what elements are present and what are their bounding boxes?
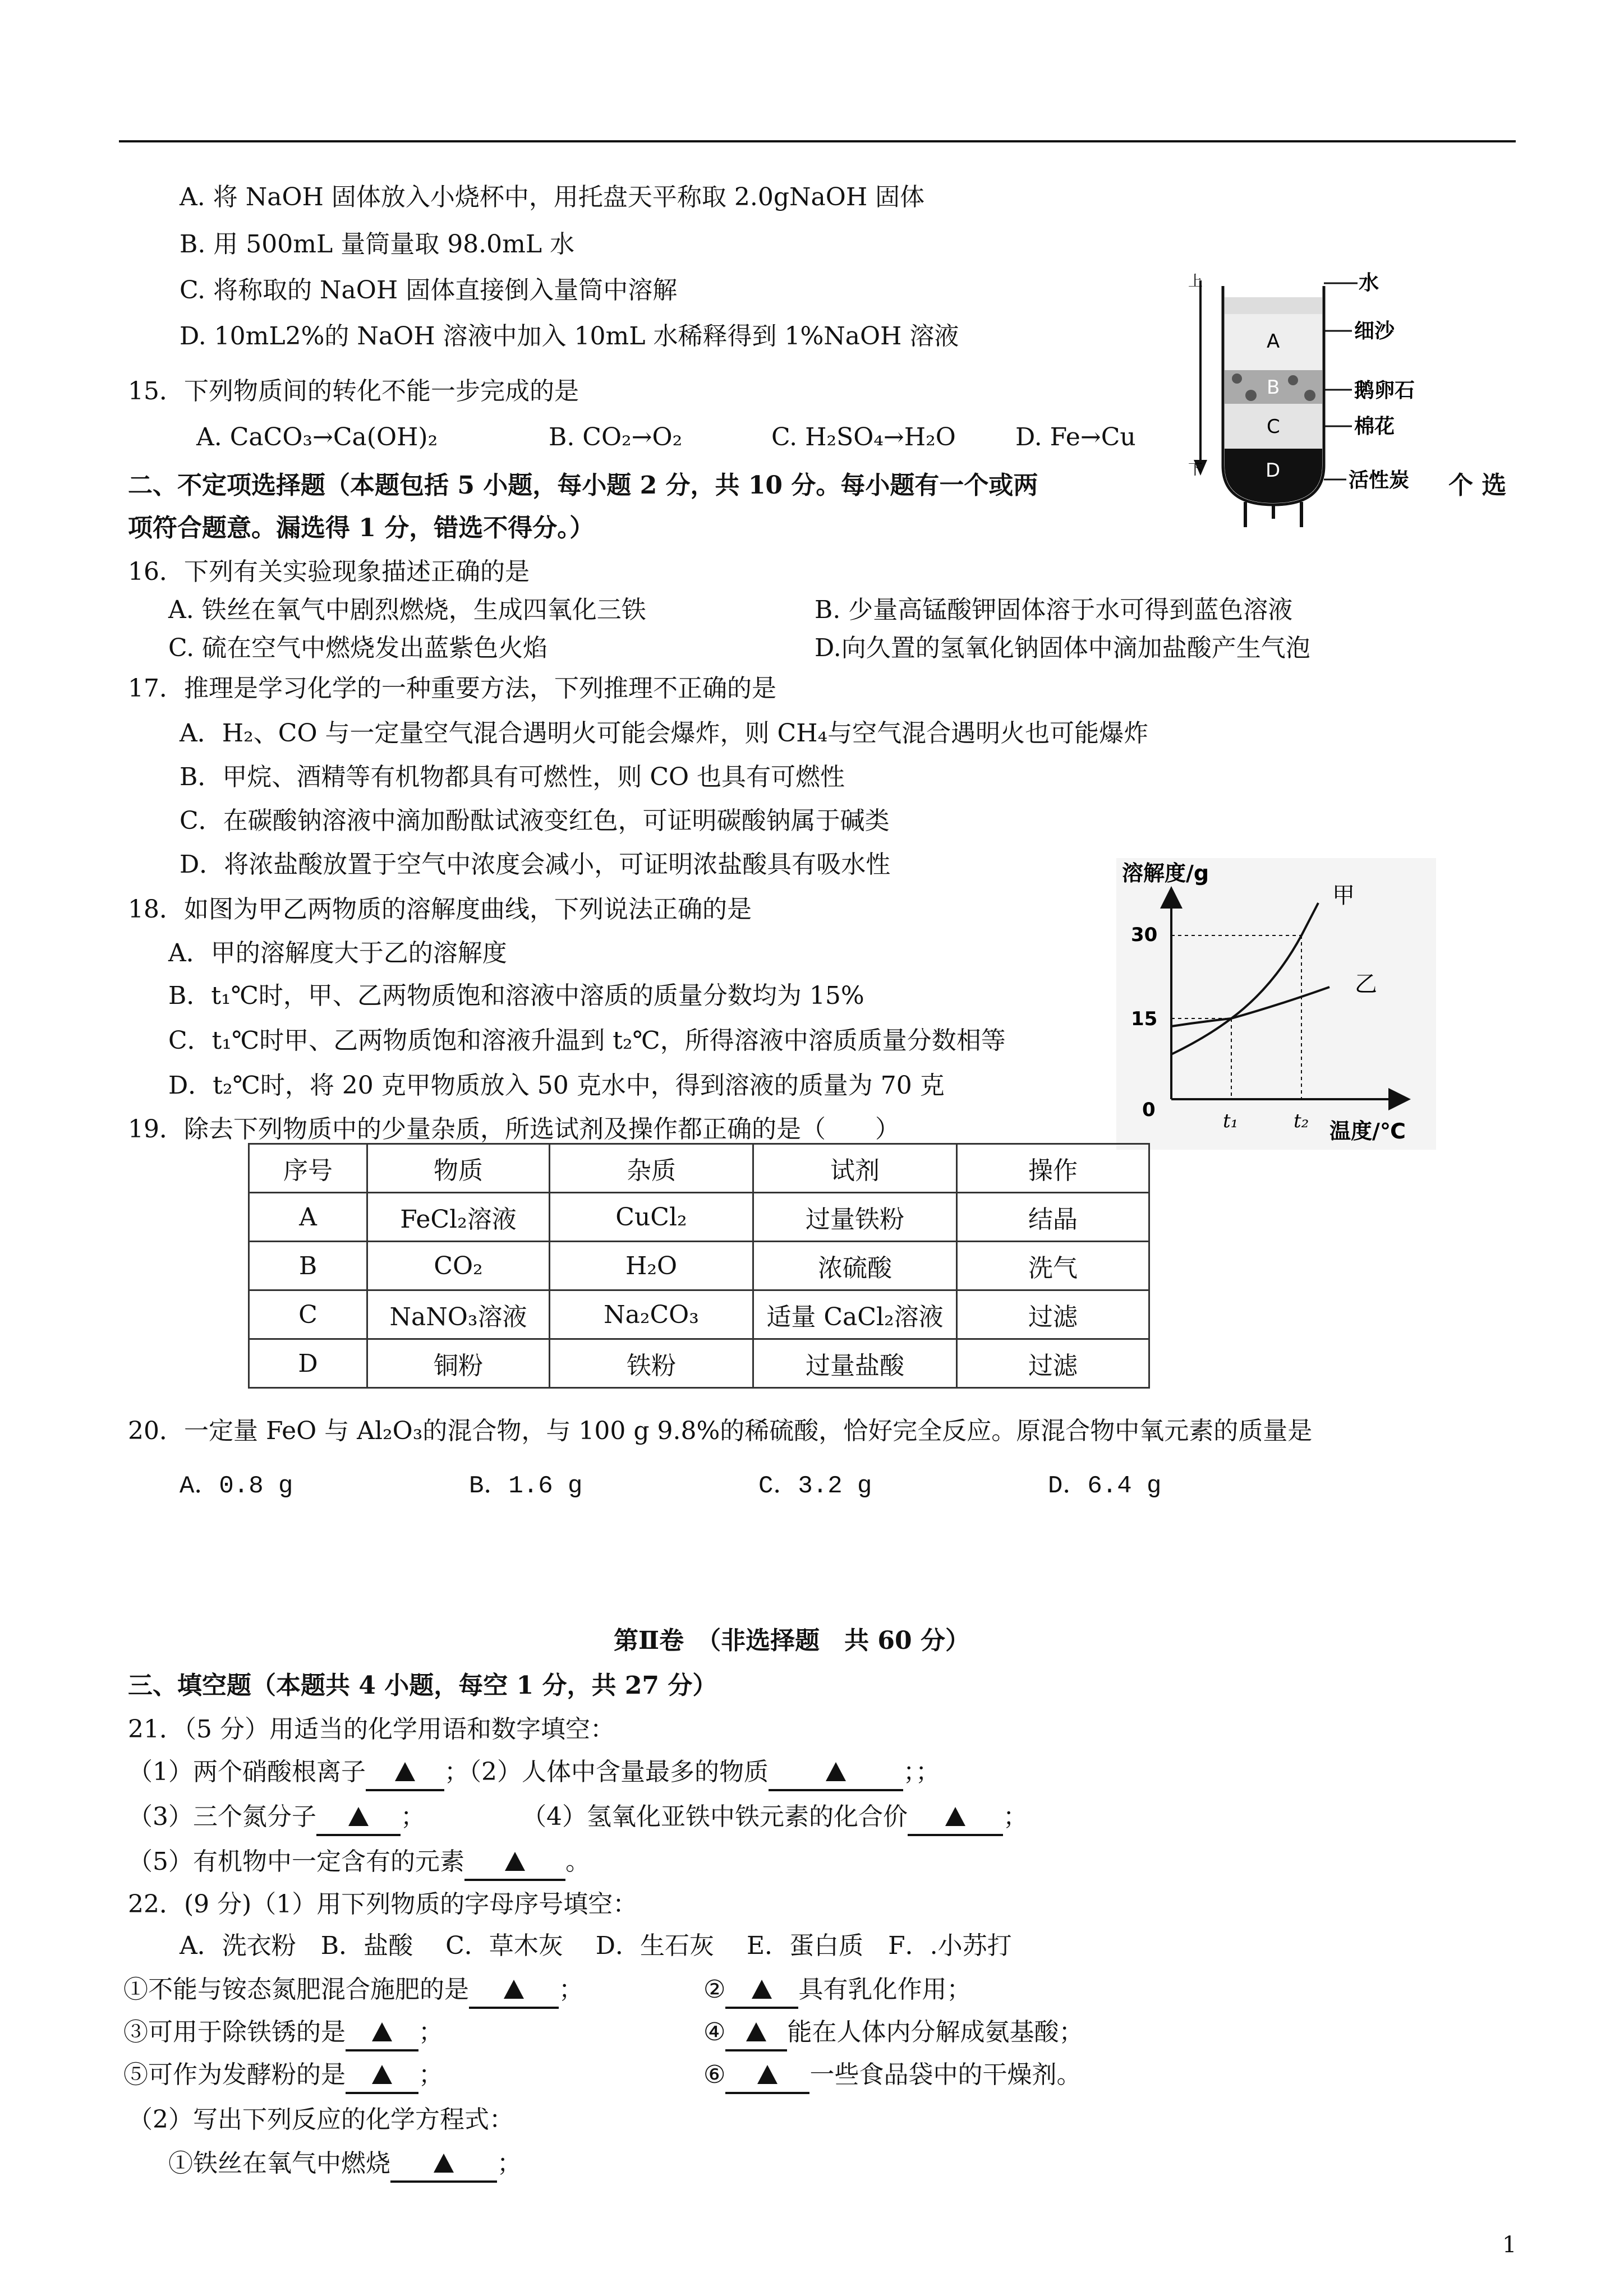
table-header-row xyxy=(249,1144,1149,1193)
q15-option-b: B. CO₂→O₂ xyxy=(549,423,683,451)
triangle-icon xyxy=(504,1980,524,1999)
table-row xyxy=(249,1242,1149,1290)
answer-blank[interactable] xyxy=(769,1755,903,1791)
header-rule xyxy=(119,140,1516,142)
answer-blank[interactable] xyxy=(316,1800,401,1836)
table-row xyxy=(249,1193,1149,1242)
table-cell: 结晶 xyxy=(957,1193,1149,1242)
q22-item5 xyxy=(123,2058,443,2094)
label-pebbles: 鹅卵石 xyxy=(1354,379,1415,402)
table-cell: Na₂CO₃ xyxy=(550,1290,753,1339)
q22-stem: 22．(9 分)（1）用下列物质的字母序号填空： xyxy=(128,1890,638,1919)
q15-stem: 15．下列物质间的转化不能一步完成的是 xyxy=(128,377,579,405)
q22-item6-tail: 一些食品袋中的干燥剂。 xyxy=(809,2060,1082,2089)
q14-option-a: A. 将 NaOH 固体放入小烧杯中，用托盘天平称取 2.0gNaOH 固体 xyxy=(180,183,925,211)
answer-blank[interactable] xyxy=(464,1845,565,1881)
triangle-icon xyxy=(434,2154,454,2173)
answer-blank[interactable] xyxy=(725,2016,787,2051)
triangle-icon xyxy=(826,1762,846,1781)
answer-blank[interactable] xyxy=(366,1755,444,1791)
label-water: 水 xyxy=(1359,271,1379,294)
layer-b-label: B xyxy=(1267,376,1280,399)
table-header-cell: 序号 xyxy=(249,1144,367,1193)
q17-option-b: B．甲烷、酒精等有机物都具有可燃性，则 CO 也具有可燃性 xyxy=(180,763,845,791)
q21-item5-tail: 。 xyxy=(565,1847,590,1876)
triangle-icon xyxy=(505,1852,525,1871)
q22-item3 xyxy=(123,2016,443,2051)
table-cell: 铁粉 xyxy=(550,1339,753,1388)
label-fine-sand: 细沙 xyxy=(1354,320,1395,343)
q21-row2b xyxy=(522,1800,1028,1836)
layer-a-label: A xyxy=(1267,330,1280,353)
layer-c-label: C xyxy=(1267,416,1280,438)
q16-option-a: A. 铁丝在氧气中剧烈燃烧，生成四氧化三铁 xyxy=(168,596,646,624)
table-cell: B xyxy=(249,1242,367,1290)
q20-option-a: A．0.8 g xyxy=(180,1472,293,1500)
water-filter-diagram xyxy=(1184,264,1442,555)
q21-item2-tail: ；； xyxy=(903,1758,940,1786)
label-activated-carbon: 活性炭 xyxy=(1349,469,1410,492)
q22-item5-text: ⑤可作为发酵粉的是 xyxy=(123,2060,346,2089)
table-cell: H₂O xyxy=(550,1242,753,1290)
q22-item4-tail: 能在人体内分解成氨基酸； xyxy=(787,2018,1084,2046)
q22-item2 xyxy=(703,1973,971,2009)
x-tick-t2: t₂ xyxy=(1294,1110,1309,1132)
q18-option-a: A．甲的溶解度大于乙的溶解度 xyxy=(168,939,507,967)
answer-blank[interactable] xyxy=(469,1973,559,2009)
triangle-icon xyxy=(945,1807,965,1826)
triangle-icon xyxy=(746,2022,766,2041)
q20-stem: 20．一定量 FeO 与 Al₂O₃的混合物，与 100 g 9.8%的稀硫酸，恰好完全反应。原混合物中氧元素的质量是 xyxy=(128,1417,1313,1445)
y-tick-30: 30 xyxy=(1131,924,1158,946)
section3-header: 三、填空题（本题共 4 小题，每空 1 分，共 27 分） xyxy=(128,1671,717,1700)
q20-option-c: C．3.2 g xyxy=(758,1472,872,1500)
solubility-chart xyxy=(1116,858,1436,1150)
q22-item2-tail: 具有乳化作用； xyxy=(798,1975,972,2004)
q21-item1-tail: ； xyxy=(444,1758,469,1786)
table-header-cell: 物质 xyxy=(367,1144,550,1193)
part2-title: 第Ⅱ卷 （非选择题 共 60 分） xyxy=(614,1626,970,1655)
y-tick-0: 0 xyxy=(1142,1099,1156,1121)
table-cell: CuCl₂ xyxy=(550,1193,753,1242)
q22-item3-text: ③可用于除铁锈的是 xyxy=(123,2018,346,2046)
table-cell: A xyxy=(249,1193,367,1242)
answer-blank[interactable] xyxy=(725,2058,809,2094)
answer-blank[interactable] xyxy=(725,1973,798,2009)
table-cell: CO₂ xyxy=(367,1242,550,1290)
q14-option-b: B. 用 500mL 量筒量取 98.0mL 水 xyxy=(180,230,575,259)
table-header-cell: 操作 xyxy=(957,1144,1149,1193)
q21-item1: （1）两个硝酸根离子 xyxy=(128,1758,366,1786)
q21-row2 xyxy=(128,1800,425,1836)
table-cell: C xyxy=(249,1290,367,1339)
label-cotton: 棉花 xyxy=(1354,415,1395,438)
series-yi-label: 乙 xyxy=(1355,971,1377,997)
section2-header-line2: 项符合题意。漏选得 1 分，错选不得分。） xyxy=(128,514,595,542)
q22-item5-tail: ； xyxy=(418,2060,443,2089)
arrow-top-mark: 上 xyxy=(1188,273,1203,290)
q21-item5: （5）有机物中一定含有的元素 xyxy=(128,1847,464,1876)
q21-item3: （3）三个氮分子 xyxy=(128,1802,316,1831)
table-row xyxy=(249,1339,1149,1388)
q22-item4-text: ④ xyxy=(703,2018,726,2046)
table-cell: 适量 CaCl₂溶液 xyxy=(753,1290,957,1339)
q22-options: A．洗衣粉 B．盐酸 C．草木灰 D．生石灰 E．蛋白质 F．.小苏打 xyxy=(180,1931,1012,1960)
q15-option-a: A. CaCO₃→Ca(OH)₂ xyxy=(196,423,438,451)
chart-xlabel: 温度/℃ xyxy=(1329,1119,1406,1144)
q18-option-b: B．t₁℃时，甲、乙两物质饱和溶液中溶质的质量分数均为 15% xyxy=(168,981,864,1010)
q22-item6 xyxy=(703,2058,1081,2094)
table-row xyxy=(249,1290,1149,1339)
q22-item4 xyxy=(703,2016,1083,2051)
series-jia-label: 甲 xyxy=(1332,883,1355,909)
q22-item3-tail: ； xyxy=(418,2018,443,2046)
triangle-icon xyxy=(372,2022,392,2041)
q17-option-c: C．在碳酸钠溶液中滴加酚酞试液变红色，可证明碳酸钠属于碱类 xyxy=(180,806,890,835)
triangle-icon xyxy=(395,1762,415,1781)
q22-eq1-text: ①铁丝在氧气中燃烧 xyxy=(168,2149,390,2178)
q22-item6-text: ⑥ xyxy=(703,2060,726,2089)
q17-option-a: A．H₂、CO 与一定量空气混合遇明火可能会爆炸，则 CH₄与空气混合遇明火也可能爆炸 xyxy=(180,719,1149,748)
table-cell: 铜粉 xyxy=(367,1339,550,1388)
q14-option-d: D. 10mL2%的 NaOH 溶液中加入 10mL 水稀释得到 1%NaOH 溶液 xyxy=(180,322,959,351)
q22-eq1-tail: ； xyxy=(497,2149,522,2178)
triangle-icon xyxy=(752,1980,772,1999)
answer-blank[interactable] xyxy=(908,1800,1003,1836)
answer-blank[interactable] xyxy=(346,2016,418,2051)
layer-d-label: D xyxy=(1266,459,1281,482)
q22-item1 xyxy=(123,1973,583,2009)
q16-option-b: B. 少量高锰酸钾固体溶于水可得到蓝色溶液 xyxy=(815,596,1293,624)
q18-option-c: C．t₁℃时甲、乙两物质饱和溶液升温到 t₂℃，所得溶液中溶质质量分数相等 xyxy=(168,1026,1006,1055)
q22-item1-tail: ； xyxy=(559,1975,583,2004)
table-cell: 过量盐酸 xyxy=(753,1339,957,1388)
q21-row3 xyxy=(128,1845,590,1881)
q22-sub2: （2）写出下列反应的化学方程式： xyxy=(128,2105,514,2134)
q16-stem: 16．下列有关实验现象描述正确的是 xyxy=(128,557,530,586)
q19-table xyxy=(248,1143,1150,1389)
q20-option-b: B．1.6 g xyxy=(469,1472,583,1500)
table-cell: 过量铁粉 xyxy=(753,1193,957,1242)
section2-header: 二、不定项选择题（本题包括 5 小题，每小题 2 分，共 10 分。每小题有一个或两 xyxy=(128,471,1038,500)
page-number: 1 xyxy=(1502,2232,1517,2258)
answer-blank[interactable] xyxy=(346,2058,418,2094)
q21-item2: （2）人体中含量最多的物质 xyxy=(469,1758,769,1786)
answer-blank[interactable] xyxy=(390,2147,497,2183)
section2-header-tail: 个 选 xyxy=(1448,471,1507,500)
q17-stem: 17．推理是学习化学的一种重要方法，下列推理不正确的是 xyxy=(128,674,776,703)
chart-ylabel: 溶解度/g xyxy=(1122,861,1209,886)
q19-stem: 19．除去下列物质中的少量杂质，所选试剂及操作都正确的是（ ） xyxy=(128,1115,900,1144)
q22-item2-text: ② xyxy=(703,1975,726,2004)
q22-item1-text: ①不能与铵态氮肥混合施肥的是 xyxy=(123,1975,469,2004)
q18-option-d: D．t₂℃时，将 20 克甲物质放入 50 克水中，得到溶液的质量为 70 克 xyxy=(168,1071,945,1100)
table-header-cell: 试剂 xyxy=(753,1144,957,1193)
table-cell: 过滤 xyxy=(957,1339,1149,1388)
q21-row1 xyxy=(128,1755,940,1791)
table-cell: NaNO₃溶液 xyxy=(367,1290,550,1339)
q20-option-d: D．6.4 g xyxy=(1048,1472,1162,1500)
q14-option-c: C. 将称取的 NaOH 固体直接倒入量筒中溶解 xyxy=(180,276,678,305)
q21-stem: 21．（5 分）用适当的化学用语和数字填空： xyxy=(128,1715,615,1744)
q16-option-c: C. 硫在空气中燃烧发出蓝紫色火焰 xyxy=(168,634,548,662)
table-cell: 过滤 xyxy=(957,1290,1149,1339)
q15-option-d: D. Fe→Cu xyxy=(1015,423,1136,451)
y-tick-15: 15 xyxy=(1131,1008,1158,1030)
table-header-cell: 杂质 xyxy=(550,1144,753,1193)
table-cell: FeCl₂溶液 xyxy=(367,1193,550,1242)
q22-eq1 xyxy=(168,2147,522,2183)
q21-item4: （4）氢氧化亚铁中铁元素的化合价 xyxy=(522,1802,908,1831)
triangle-icon xyxy=(348,1807,369,1826)
q21-item3-tail: ； xyxy=(401,1802,425,1831)
table-cell: D xyxy=(249,1339,367,1388)
q15-option-c: C. H₂SO₄→H₂O xyxy=(771,423,956,451)
triangle-icon xyxy=(372,2065,392,2084)
x-tick-t1: t₁ xyxy=(1223,1110,1239,1132)
table-cell: 浓硫酸 xyxy=(753,1242,957,1290)
q18-stem: 18．如图为甲乙两物质的溶解度曲线，下列说法正确的是 xyxy=(128,895,752,924)
table-cell: 洗气 xyxy=(957,1242,1149,1290)
arrow-bottom-mark: 下 xyxy=(1188,462,1203,478)
triangle-icon xyxy=(757,2065,778,2084)
q16-option-d: D.向久置的氢氧化钠固体中滴加盐酸产生气泡 xyxy=(815,634,1310,662)
q21-item4-tail: ； xyxy=(1003,1802,1028,1831)
q17-option-d: D．将浓盐酸放置于空气中浓度会减小，可证明浓盐酸具有吸水性 xyxy=(180,850,891,879)
